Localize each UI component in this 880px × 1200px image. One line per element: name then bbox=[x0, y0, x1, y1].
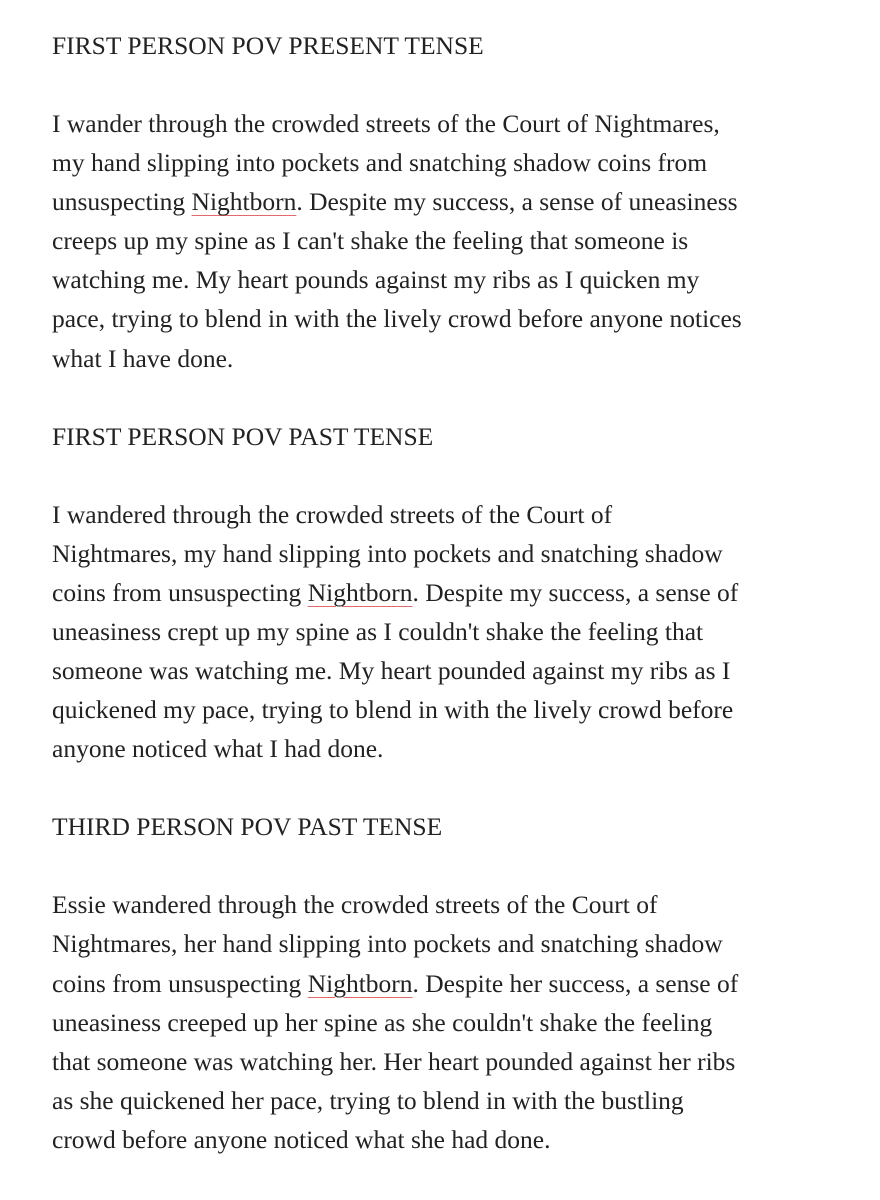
text-line: creeps up my spine as I can't shake the feeling that someone is bbox=[52, 226, 689, 256]
text-line: coins from unsuspecting Nightborn. Despite my success, a sense of bbox=[52, 577, 739, 607]
text-line: uneasiness creeped up her spine as she couldn't shake the feeling bbox=[52, 1007, 713, 1037]
spellcheck-flagged-word[interactable]: Nightborn bbox=[191, 187, 297, 217]
text-line: someone was watching me. My heart pounded against my ribs as I bbox=[52, 656, 731, 686]
document-body bbox=[52, 26, 852, 1198]
text-line: Essie wandered through the crowded streets of the Court of bbox=[52, 890, 658, 920]
text-line: quickened my pace, trying to blend in with the lively crowd before bbox=[52, 695, 734, 725]
text-line: Nightmares, her hand slipping into pockets and snatching shadow bbox=[52, 929, 723, 959]
paragraph-third-person-past[interactable] bbox=[52, 885, 852, 1159]
paragraph-first-person-present[interactable] bbox=[52, 104, 852, 378]
spellcheck-flagged-word[interactable]: Nightborn bbox=[307, 968, 413, 998]
text-line: Nightmares, my hand slipping into pockets and snatching shadow bbox=[52, 538, 723, 568]
text-line: unsuspecting Nightborn. Despite my success, a sense of uneasiness bbox=[52, 187, 738, 217]
text-line: as she quickened her pace, trying to blend in with the bustling bbox=[52, 1085, 684, 1115]
text-line: uneasiness crept up my spine as I couldn't shake the feeling that bbox=[52, 616, 704, 646]
text-line: my hand slipping into pockets and snatching shadow coins from bbox=[52, 148, 708, 178]
text-line: what I have done. bbox=[52, 343, 234, 373]
text-line: I wandered through the crowded streets of the Court of bbox=[52, 499, 613, 529]
text-line: coins from unsuspecting Nightborn. Despite her success, a sense of bbox=[52, 968, 739, 998]
section-heading-third-person-past: THIRD PERSON POV PAST TENSE bbox=[52, 812, 443, 842]
paragraph-first-person-past[interactable] bbox=[52, 495, 852, 769]
text-line: pace, trying to blend in with the lively crowd before anyone notices bbox=[52, 304, 742, 334]
section-heading-first-person-past: FIRST PERSON POV PAST TENSE bbox=[52, 421, 434, 451]
text-line: crowd before anyone noticed what she had done. bbox=[52, 1124, 551, 1154]
text-line: watching me. My heart pounds against my ribs as I quicken my bbox=[52, 265, 700, 295]
spellcheck-flagged-word[interactable]: Nightborn bbox=[307, 577, 413, 607]
text-line: that someone was watching her. Her heart pounded against her ribs bbox=[52, 1046, 736, 1076]
text-line: I wander through the crowded streets of the Court of Nightmares, bbox=[52, 109, 720, 138]
text-line: anyone noticed what I had done. bbox=[52, 734, 384, 764]
section-heading-first-person-present: FIRST PERSON POV PRESENT TENSE bbox=[52, 31, 484, 60]
